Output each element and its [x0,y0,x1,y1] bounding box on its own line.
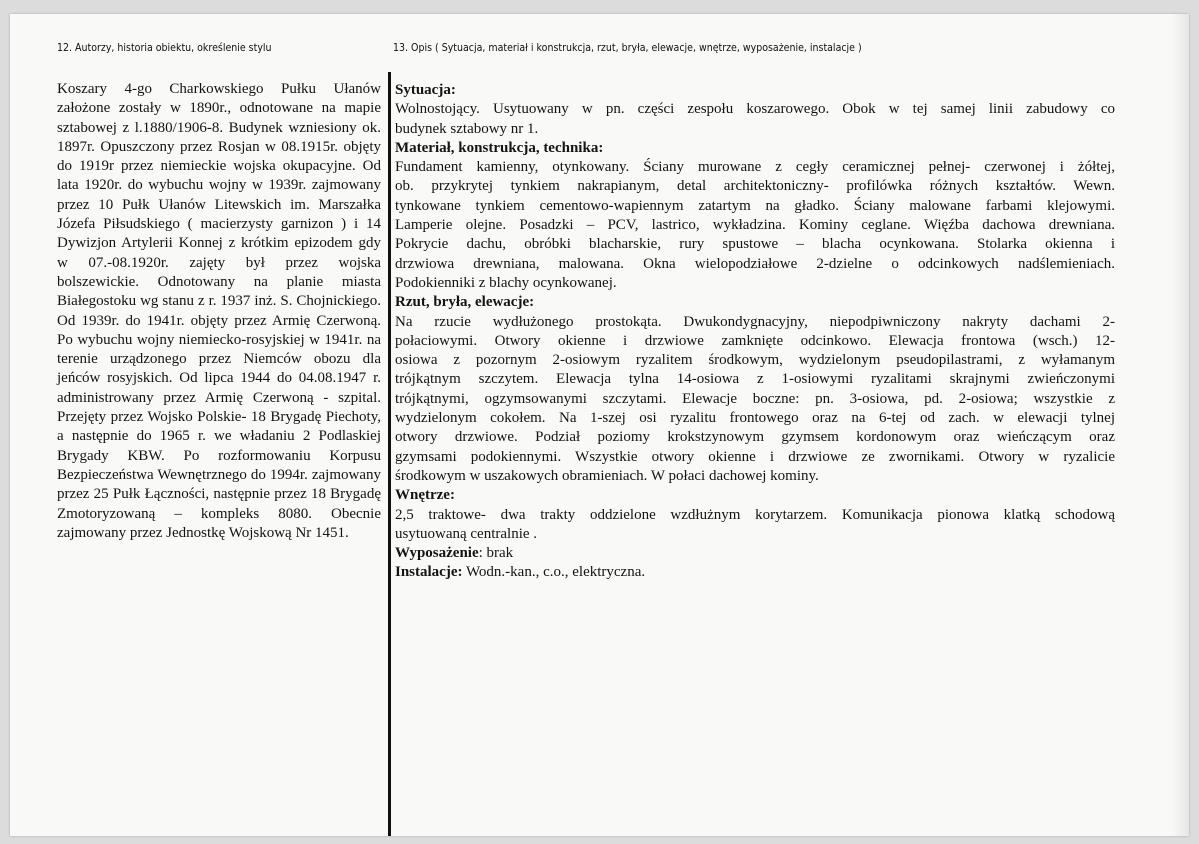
plan-line: wydzielonym cokołem. Na 1-szej osi ryzalitu frontowego oraz na 6-tej od zach. w elewacji tylnej [395,410,1115,427]
material-line: tynkowane tynkiem cementowo-wapiennym zatartym na gładko. Ściany malowane farbami klejowymi. [395,197,1115,214]
section-13-header: 13. Opis ( Sytuacja, materiał i konstrukcja, rzut, bryła, elewacje, wnętrze, wyposażenie, instalacje ) [393,42,862,54]
interior-line: usytuowaną centralnie . [395,525,538,542]
plan-heading: Rzut, bryła, elewacje: [395,294,535,311]
plan-line: osiowa z pozornym 2-osiowym ryzalitem środkowym, wydzielonym pseudopilastrami, z wyłamanym [395,352,1115,369]
situation-line: Wolnostojący. Usytuowany w pn. części zespołu koszarowego. Obok w tej samej linii zabudowy co [395,101,1115,118]
material-line: ob. przykrytej tynkiem nakrapianym, detal architektoniczny- profilówka różnych kształtów. Wewn. [395,178,1115,195]
section-12-header: 12. Autorzy, historia obiektu, określenie stylu [57,42,272,54]
document-sheet [10,14,1189,836]
situation-line: budynek sztabowy nr 1. [395,120,539,137]
plan-line: trójkątnymi, ogzymsowanymi szczytami. Elewacje boczne: pn. 3-osiowa, pd. 2-osiowa; wszystkie z [395,390,1115,407]
column-divider [388,72,391,836]
history-text: Koszary 4-go Charkowskiego Pułku Ułanów założone zostały w 1890r., odnotowane na mapie sztabowej z l.1880/1906-8. Budynek wzniesiony ok. 1897r. Opuszczony przez Rosjan w 08.1915r. objęty do 1919r przez niemieckie wojska okupacyjne. Od lata 1920r. do wybuchu wojny w 1939r. zajmowany przez 10 Pułk Ułanów Litewskich im. Marszałka Józefa Piłsudskiego ( macierzysty garnizon ) i 14 Dywizjon Artylerii Konnej z krótkim epizodem gdy w 07.-08.1920r. zajęty był przez wojska bolszewickie. Odnotowany na planie miasta Białegostoku wg stanu z r. 1937 inż. S. Chojnickiego. Od 1939r. do 1941r. objęty przez Armię Czerwoną. Po wybuchu wojny niemiecko-rosyjskiej w 1941r. na terenie urządzonego przez Niemców obozu dla jeńców rosyjskich. Od lipca 1944 do 04.08.1947 r. administrowany przez Armię Czerwoną - szpital. Przejęty przez Wojsko Polskie- 18 Brygadę Piechoty, a następnie do 1965 r. we władaniu 2 Podlaskiej Brygady KBW. Po rozformowaniu Korpusu Bezpieczeństwa Wewnętrznego do 1994r. zajmowany przez 25 Pułk Łączności, następnie przez 18 Brygadę Zmotoryzowaną – kompleks 8080. Obecnie zajmowany przez Jednostkę Wojskową Nr 1451. [57,81,381,541]
equipment-row [395,544,1115,563]
interior-heading: Wnętrze: [395,487,455,504]
history-column [57,80,381,543]
material-line: Lamperie olejne. Posadzki – PCV, lastrico, wykładzina. Kominy ceglane. Więźba dachowa drewniana. [395,217,1115,234]
situation-heading: Sytuacja: [395,82,456,98]
installations-heading: Instalacje: [395,564,463,581]
equipment-heading: Wyposażenie [395,545,479,562]
material-heading: Materiał, konstrukcja, technika: [395,139,604,156]
plan-line: gzymsami podokiennymi. Wszystkie otwory okienne i drzwiowe ze zwornikami. Otwory w ryzalicie [395,448,1115,465]
installations-value: Wodn.-kan., c.o., elektryczna. [462,564,646,581]
plan-line: otwory drzwiowe. Podział poziomy krokstzynowym gzymsem kordonowym oraz wieńczącym oraz [395,429,1115,446]
plan-line: środkowym w uszakowych obramieniach. W połaci dachowej kominy. [395,467,819,484]
description-column [395,81,1115,583]
material-line: Podokienniki z blachy ocynkowanej. [395,274,617,291]
material-line: Fundament kamienny, otynkowany. Ściany murowane z cegły ceramicznej pełnej- czerwonej i żółtej, [395,159,1115,176]
material-line: Pokrycie dachu, obróbki blacharskie, rury spustowe – blacha ocynkowana. Stolarka okienna i [395,236,1115,253]
installations-row [395,563,1115,582]
material-line: drzwiowa drewniana, malowana. Okna wielopodziałowe 2-dzielne o odcinkowych nadślemieniach. [395,255,1115,272]
interior-line: 2,5 traktowe- dwa trakty oddzielone wzdłużnym korytarzem. Komunikacja pionowa klatką schodową [395,506,1115,523]
plan-line: połaciowymi. Otwory okienne i drzwiowe zamknięte odcinkowo. Elewacja frontowa (wsch.) 12- [395,332,1115,349]
equipment-value: : brak [478,545,514,562]
plan-line: trójkątnym szczytem. Elewacja tylna 14-osiowa z 1-osiowymi ryzalitami skrajnymi zwieńczonymi [395,371,1115,388]
paper-edge-shadow [1171,14,1189,836]
plan-line: Na rzucie wydłużonego prostokąta. Dwukondygnacyjny, niepodpiwniczony nakryty dachami 2- [395,313,1115,330]
